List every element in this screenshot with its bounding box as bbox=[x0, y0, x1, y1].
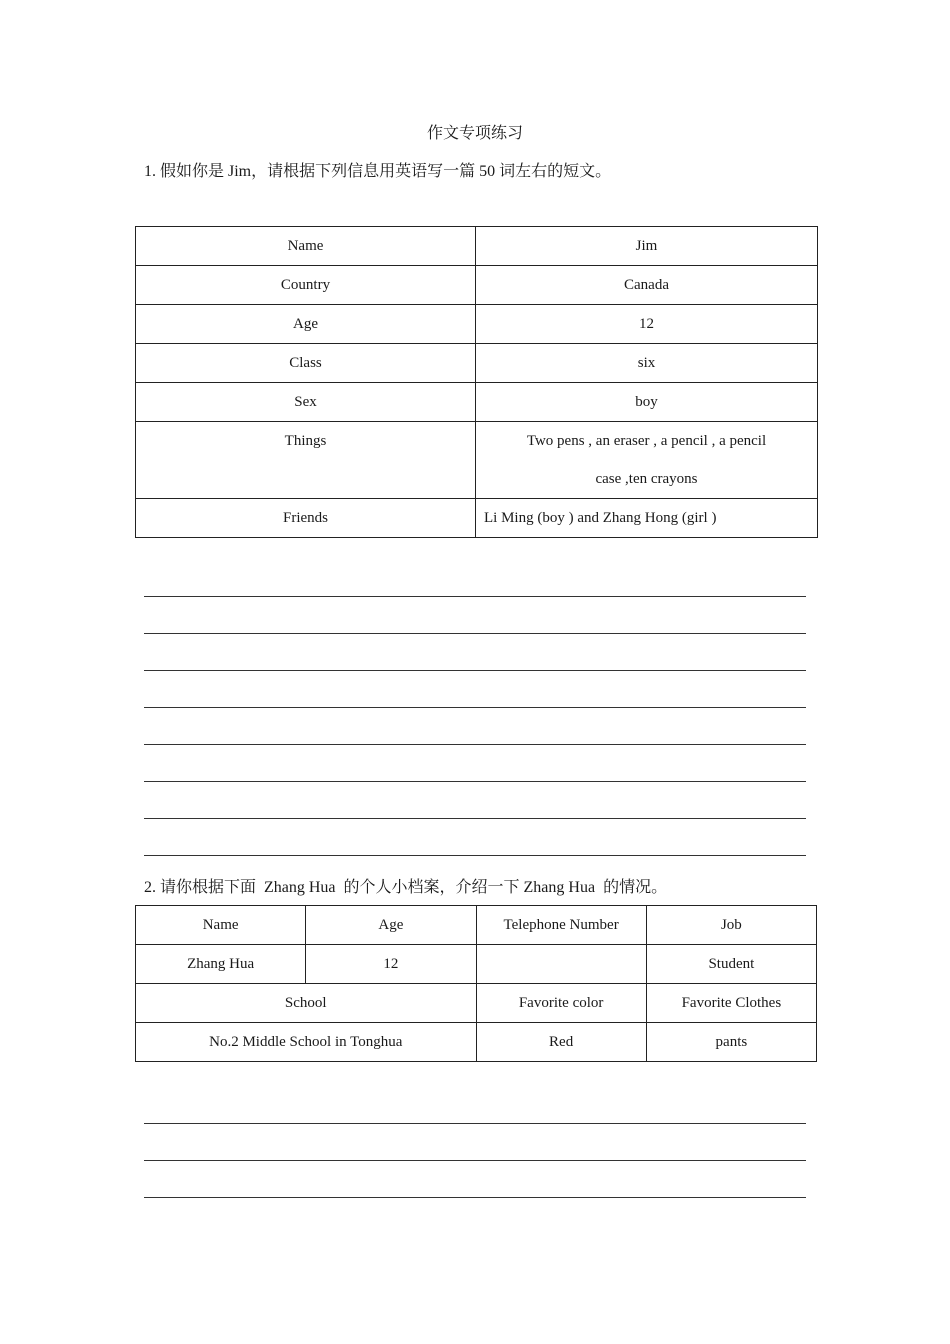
writing-line[interactable] bbox=[144, 782, 806, 819]
table-row bbox=[136, 1023, 817, 1062]
row-value-multiline bbox=[476, 422, 818, 499]
row-value-line: Two pens , an eraser , a pencil , a pencil bbox=[526, 433, 767, 449]
question-2-prompt: 2. 请你根据下面 Zhang Hua 的个人小档案，介绍一下 Zhang Hua 的情况。 bbox=[144, 879, 668, 896]
writing-line[interactable] bbox=[144, 1161, 806, 1198]
jim-info-table bbox=[135, 226, 818, 538]
value-cell: No.2 Middle School in Tonghua bbox=[136, 1023, 477, 1062]
row-value-line: case ,ten crayons bbox=[595, 471, 698, 487]
row-label: Things bbox=[136, 422, 476, 499]
value-cell: 12 bbox=[306, 945, 476, 984]
row-label: Class bbox=[136, 344, 476, 383]
zhang-hua-profile-table bbox=[135, 905, 817, 1062]
writing-line[interactable] bbox=[144, 708, 806, 745]
row-value: Li Ming (boy ) and Zhang Hong (girl ) bbox=[476, 499, 818, 538]
table-row bbox=[136, 422, 818, 499]
header-cell: Name bbox=[136, 906, 306, 945]
writing-line[interactable] bbox=[144, 671, 806, 708]
writing-line[interactable] bbox=[144, 634, 806, 671]
table-row bbox=[136, 945, 817, 984]
header-cell: Favorite color bbox=[476, 984, 646, 1023]
value-cell: Red bbox=[476, 1023, 646, 1062]
header-cell: Job bbox=[646, 906, 816, 945]
row-value: boy bbox=[476, 383, 818, 422]
writing-line[interactable] bbox=[144, 560, 806, 597]
table-row bbox=[136, 344, 818, 383]
value-cell: Zhang Hua bbox=[136, 945, 306, 984]
writing-lines-1 bbox=[144, 560, 806, 856]
row-value: Jim bbox=[476, 227, 818, 266]
table-row bbox=[136, 906, 817, 945]
row-label: Name bbox=[136, 227, 476, 266]
writing-line[interactable] bbox=[144, 1087, 806, 1124]
row-label: Country bbox=[136, 266, 476, 305]
question-1-prompt: 1. 假如你是 Jim，请根据下列信息用英语写一篇 50 词左右的短文。 bbox=[144, 163, 612, 180]
worksheet-title: 作文专项练习 bbox=[426, 125, 523, 142]
writing-line[interactable] bbox=[144, 1124, 806, 1161]
table-row bbox=[136, 383, 818, 422]
row-value: 12 bbox=[476, 305, 818, 344]
header-cell: Telephone Number bbox=[476, 906, 646, 945]
value-cell bbox=[476, 945, 646, 984]
table-row bbox=[136, 227, 818, 266]
table-row bbox=[136, 499, 818, 538]
header-cell: Favorite Clothes bbox=[646, 984, 816, 1023]
row-label: Friends bbox=[136, 499, 476, 538]
row-label: Age bbox=[136, 305, 476, 344]
table-row bbox=[136, 266, 818, 305]
row-value: six bbox=[476, 344, 818, 383]
writing-lines-2 bbox=[144, 1087, 806, 1198]
table-row bbox=[136, 984, 817, 1023]
value-cell: pants bbox=[646, 1023, 816, 1062]
row-label: Sex bbox=[136, 383, 476, 422]
table-row bbox=[136, 305, 818, 344]
header-cell: Age bbox=[306, 906, 476, 945]
writing-line[interactable] bbox=[144, 597, 806, 634]
writing-line[interactable] bbox=[144, 819, 806, 856]
header-cell: School bbox=[136, 984, 477, 1023]
writing-line[interactable] bbox=[144, 745, 806, 782]
row-value: Canada bbox=[476, 266, 818, 305]
value-cell: Student bbox=[646, 945, 816, 984]
